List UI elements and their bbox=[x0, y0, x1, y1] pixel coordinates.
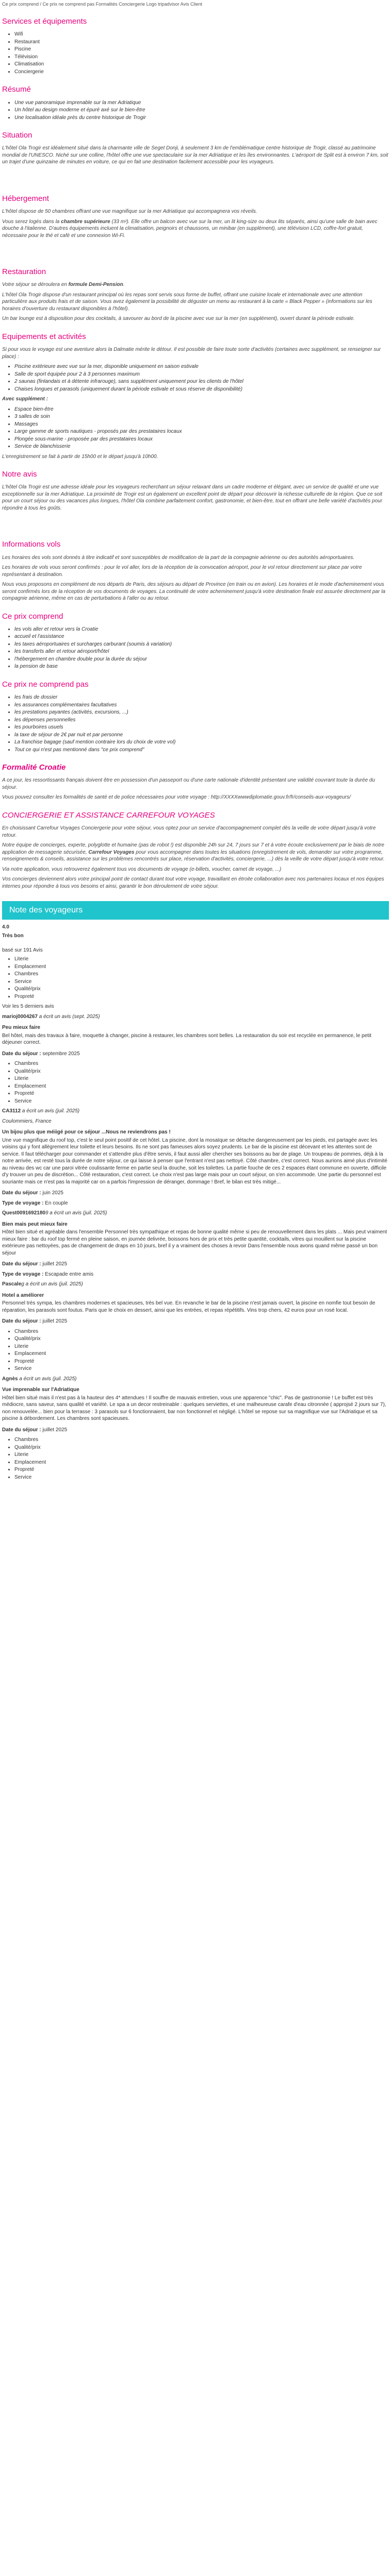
conciergerie-text-1: En choisissant Carrefour Voyages Conciergerie pour votre séjour, vous optez pour un service d'accompagnement complet dès la veille de votre départ jusqu'à votre retour. bbox=[2, 825, 376, 838]
text-span: Vous serez logés dans la bbox=[2, 218, 61, 225]
prix-comprend-section bbox=[2, 612, 389, 670]
review-author-line bbox=[2, 1281, 389, 1288]
resume-title: Résumé bbox=[2, 85, 31, 94]
infos-vols-text-3: Nous vous proposons en complément de nos départs de Paris, des séjours au départ de Province (en train ou en avion). Les horaires et le mode d'acheminement vous seront confirmés lors de la réception de vos documents de voyages. La continuité de votre acheminement jusqu'à votre destination finale est assurée directement par la compagnie aérienne, même en cas de perturbations à l'aller ou au retour. bbox=[2, 582, 385, 602]
review-type-label: Type de voyage : bbox=[2, 1200, 44, 1206]
list-item: • Propreté bbox=[14, 1466, 389, 1473]
infos-vols-title: Informations vols bbox=[2, 540, 61, 549]
list-item: • Wifi bbox=[14, 31, 389, 38]
list-item: • Literie bbox=[14, 1075, 389, 1082]
conciergerie-title: CONCIERGERIE ET ASSISTANCE CARREFOUR VOYAGES bbox=[2, 810, 215, 820]
supplement-title: Avec supplément : bbox=[2, 396, 48, 402]
review-date-value: septembre 2025 bbox=[41, 1050, 80, 1057]
review-type-value: Escapade entre amis bbox=[43, 1271, 94, 1277]
review-author: Quest0091692180 bbox=[2, 1210, 45, 1216]
restauration-text-2: L'hôtel Ola Trogir dispose d'un restaurant principal où les repas sont servis sous forme de buffet, offrant une cuisine locale et internationale avec une attention particulière aux produits frais et de saison. Vous avez également la possibilité de déguster un menu au restaurant à la carte « Black Pepper » (informations sur les horaires d'ouverture du restaurant disponibles à l'hôtel). bbox=[2, 292, 372, 312]
checkin-info: L'enregistrement se fait à partir de 15h00 et le départ jusqu'à 10h00. bbox=[2, 453, 158, 460]
list-item: • Service bbox=[14, 1365, 389, 1372]
review-date-label: Date du séjour : bbox=[2, 1050, 41, 1057]
list-item: • Service bbox=[14, 978, 389, 986]
list-item: • 3 salles de soin bbox=[14, 413, 389, 420]
review-date-label: Date du séjour : bbox=[2, 1318, 41, 1325]
list-item: • Tout ce qui n'est pas mentionné dans "ce prix comprend" bbox=[14, 747, 389, 754]
review bbox=[2, 1013, 389, 1105]
review-date bbox=[2, 1050, 389, 1058]
review-criteria-list bbox=[2, 1436, 389, 1481]
review-wrote: g a écrit un avis (juil. 2025) bbox=[21, 1281, 83, 1287]
list-item: • Qualité/prix bbox=[14, 1444, 389, 1451]
prix-ne-comprend-list bbox=[2, 694, 389, 753]
list-item: • Un hôtel au design moderne et épuré axé sur le bien-être bbox=[14, 107, 389, 114]
review-wrote: a écrit un avis (sept. 2025) bbox=[37, 1013, 100, 1020]
list-item: • La franchise bagage (sauf mention contraire lors du choix de votre vol) bbox=[14, 739, 389, 746]
list-item: • Propreté bbox=[14, 1090, 389, 1097]
activites-section bbox=[2, 332, 389, 460]
formalites-title: Formalité Croatie bbox=[2, 763, 66, 772]
conciergerie-text-4: Vos concierges deviennent alors votre principal point de contact durant tout votre voyage, travaillant en étroite collaboration avec nos partenaires locaux et nos équipes internes pour répondre à tous vos besoins et ainsi, garantir le bon déroulement de votre séjour. bbox=[2, 876, 384, 889]
list-item: • Propreté bbox=[14, 993, 389, 1001]
supplement-list bbox=[2, 406, 389, 450]
review-author-line bbox=[2, 1376, 389, 1383]
list-item: • Emplacement bbox=[14, 1459, 389, 1466]
list-item: • accueil et l'assistance bbox=[14, 633, 389, 640]
review-date-label: Date du séjour : bbox=[2, 1261, 41, 1267]
prix-comprend-list bbox=[2, 626, 389, 670]
list-item: • Service bbox=[14, 1098, 389, 1105]
review-date bbox=[2, 1261, 389, 1268]
review-date bbox=[2, 1190, 389, 1197]
activites-intro: Si pour vous le voyage est une aventure alors la Dalmatie mérite le détour. Il est possible de faire toute sorte d'activités (certaines avec supplément, se renseigner sur place) : bbox=[2, 347, 381, 360]
rating-label: Très bon bbox=[2, 933, 24, 939]
list-item: • Massages bbox=[14, 421, 389, 428]
review-text: Hôtel bien situé mais il n'est pas à la hauteur des 4* attendues ! Il souffre de mauvais entretien, vous une apparence "chic". Pas de gastronomie ! Le buffet est très médiocre, sans saveur, sans qualité et variété. Le spa a un decor restreinable : quelques serviettes, et une malheureuse carafe d'eau citronnée ( approjsé 2 jours sur 7), non renouvelée... bien pour la terrasse : 3 parasols sur 6 fonctionnaient, bar non fonctionnel et négligé. L'hôtel se repose sur sa magnifique vue sur l'Adriatique et sa piscine à débordement. Les chambres sont spacieuses. bbox=[2, 1395, 386, 1422]
review-type bbox=[2, 1271, 389, 1278]
list-item: • Chambres bbox=[14, 1060, 389, 1067]
list-item: • la pension de base bbox=[14, 663, 389, 670]
situation-title: Situation bbox=[2, 131, 32, 140]
review-date bbox=[2, 1318, 389, 1325]
services-title: Services et équipements bbox=[2, 17, 87, 26]
list-item: • les taxes aéroportuaires et surcharges carburant (soumis à variation) bbox=[14, 641, 389, 648]
situation-section bbox=[2, 130, 389, 166]
restauration-text-1 bbox=[2, 281, 389, 289]
review bbox=[2, 1108, 389, 1207]
conciergerie-section bbox=[2, 810, 389, 890]
prix-comprend-title: Ce prix comprend bbox=[2, 612, 63, 621]
review-author-line bbox=[2, 1013, 389, 1021]
review bbox=[2, 1376, 389, 1481]
list-item: • Télévision bbox=[14, 54, 389, 61]
list-item: • Climatisation bbox=[14, 61, 389, 68]
list-item: • Literie bbox=[14, 1451, 389, 1459]
review-criteria-list bbox=[2, 1328, 389, 1372]
text-span: pour vous accompagner dans toutes les situations (enregistrement de vols, demander sur votre programme, renseignements & conseils, assistance sur les problèmes rencontrés sur place, réservation d'activités, conciergerie, ...) dès la veille de votre départ jusqu'à votre retour. bbox=[2, 849, 385, 862]
review-date-value: juillet 2025 bbox=[41, 1261, 68, 1267]
rating-score: 4.0 bbox=[2, 924, 9, 930]
review-type-label: Type de voyage : bbox=[2, 1271, 44, 1277]
list-item: • les assurances complémentaires facultatives bbox=[14, 702, 389, 709]
list-item: • Qualité/prix bbox=[14, 1068, 389, 1075]
text-span: Votre séjour se déroulera en bbox=[2, 282, 69, 288]
list-item: • Service bbox=[14, 1474, 389, 1481]
review-author: CA3112 bbox=[2, 1108, 21, 1114]
review-date-label: Date du séjour : bbox=[2, 1190, 41, 1196]
review-author: marioj0004267 bbox=[2, 1013, 38, 1020]
list-item: • Piscine bbox=[14, 46, 389, 53]
list-item: • Espace bien-être bbox=[14, 406, 389, 413]
reviews-summary bbox=[2, 924, 389, 1010]
review-wrote: 9 a écrit un avis (juil. 2025) bbox=[45, 1210, 107, 1216]
list-item: • Chambres bbox=[14, 1436, 389, 1444]
list-item: • Chambres bbox=[14, 1328, 389, 1335]
list-item: • les dépenses personnelles bbox=[14, 717, 389, 724]
app-name: Carrefour Voyages bbox=[88, 849, 135, 855]
review-author-line bbox=[2, 1210, 389, 1217]
list-item: • Salle de sport équipée pour 2 à 3 personnes maximum bbox=[14, 371, 389, 378]
list-item: • 2 saunas (finlandais et à détente infrarouge), sans supplément uniquement pour les clients de l'hôtel bbox=[14, 378, 389, 385]
activites-list bbox=[2, 363, 389, 393]
hebergement-text-1: L'hôtel dispose de 50 chambres offrant une vue magnifique sur la mer Adriatique qui accompagnera vos réveils. bbox=[2, 209, 257, 215]
resume-section bbox=[2, 84, 389, 121]
review-location: Coulommiers, France bbox=[2, 1118, 52, 1124]
list-item: • les prestations payantes (activités, excursions, ...) bbox=[14, 709, 389, 716]
review-headline: Bien mais peut mieux faire bbox=[2, 1221, 68, 1227]
text-span: Notre équipe de concierges, experte, polyglotte et humaine (pas de robot !) est disponible 24h sur 24, 7 jours sur 7 et à votre écoute exclusivement par le biais de notre application de messagerie sécurisée, bbox=[2, 842, 384, 855]
review bbox=[2, 1281, 389, 1372]
list-item: • Plongée sous-marine - proposée par des prestataires locaux bbox=[14, 436, 389, 443]
conciergerie-text-2 bbox=[2, 842, 389, 863]
list-item: • Emplacement bbox=[14, 1083, 389, 1090]
list-item: • la taxe de séjour de 2€ par nuit et par personne bbox=[14, 732, 389, 739]
review-headline: Vue imprenable sur l'Adriatique bbox=[2, 1387, 79, 1393]
list-item: • les vols aller et retour vers la Croatie bbox=[14, 626, 389, 633]
meal-plan: formule Demi-Pension bbox=[68, 282, 123, 288]
list-item: • Chaises longues et parasols (uniquement durant la période estivale et sous réserve de disponibilité) bbox=[14, 386, 389, 393]
notre-avis-title: Notre avis bbox=[2, 470, 37, 479]
list-item: • Emplacement bbox=[14, 963, 389, 971]
review-author-line bbox=[2, 1108, 389, 1115]
review-date-value: juillet 2025 bbox=[41, 1318, 68, 1325]
review-date-value: juillet 2025 bbox=[41, 1427, 68, 1433]
infos-vols-section bbox=[2, 539, 389, 602]
list-item: • Une localisation idéale près du centre historique de Trogir bbox=[14, 114, 389, 122]
services-list bbox=[2, 31, 389, 75]
list-item: • Qualité/prix bbox=[14, 986, 389, 993]
list-item: • les pourboires usuels bbox=[14, 724, 389, 731]
hebergement-title: Hébergement bbox=[2, 194, 49, 203]
formalites-text-1: A ce jour, les ressortissants français doivent être en possession d'un passeport ou d'une carte nationale d'identité présentant une validité couvrant toute la durée du séjour. bbox=[2, 777, 376, 790]
formalites-text-2: Vous pouvez consulter les formalités de santé et de police nécessaires pour votre voyage : http://XXXXwwwdiplomatie.gouv.fr/fr/conseils-aux-voyageurs/ bbox=[2, 794, 351, 801]
review-type bbox=[2, 1200, 389, 1207]
list-item: • Service de blanchisserie bbox=[14, 443, 389, 450]
restauration-title: Restauration bbox=[2, 267, 46, 277]
review-text: Bel hôtel, mais des travaux à faire, moquette à changer, piscine à restaurer, les chambres sont belles. La restauration du soir est recyclée en permanence, le petit déjeuner correct. bbox=[2, 1032, 371, 1046]
review-criteria-list bbox=[2, 1060, 389, 1105]
rating-count: basé sur 191 Avis bbox=[2, 947, 43, 953]
review-text: Hôtel bien situé et agréable dans l'ensemble Personnel très sympathique et repas de bonne qualité même si peu de renouvellement dans les plats ... Mais peut vraiment mieux faire : bar du roof top fermé en pleine saison, en journée delivrée, boissons hors de prix et très petite quantité, cocktails, vitres qui mouillent sur la piscine extérieure pas nettoyées, pas de changement de draps en 10 jours, bref il y a vraiment des choses à revoir Dans l'ensemble nous avons quand même passé un bon séjour bbox=[2, 1229, 387, 1256]
list-item: • Literie bbox=[14, 1343, 389, 1350]
breadcrumb: Ce prix comprend / Ce prix ne comprend pas Formalités Conciergerie Logo tripadvisor Avis Client bbox=[2, 2, 203, 7]
list-item: • Propreté bbox=[14, 1358, 389, 1365]
prix-ne-comprend-section bbox=[2, 680, 389, 753]
rating-criteria-list bbox=[2, 956, 389, 1000]
list-item: • Une vue panoramique imprenable sur la mer Adriatique bbox=[14, 99, 389, 107]
services-section bbox=[2, 16, 389, 75]
situation-text: L'hôtel Ola Trogir est idéalement situé dans la charmante ville de Seget Donji, à seulement 3 km de l'emblématique centre historique de Trogir, classé au patrimoine mondial de l'UNESCO. Niché sur une colline, l'hôtel offre une vue spectaculaire sur la mer Adriatique et les îles environnantes. L'aéroport de Split est à environ 7 km, soit un trajet d'une quinzaine de minutes en voiture, ce qui en fait une destination facilement accessible pour les voyageurs. bbox=[2, 145, 388, 165]
review-date bbox=[2, 1427, 389, 1434]
review-wrote: a écrit un avis (juil. 2025) bbox=[21, 1108, 80, 1114]
review-headline: Peu mieux faire bbox=[2, 1025, 40, 1031]
hebergement-section bbox=[2, 194, 389, 239]
conciergerie-text-3: Via notre application, vous retrouverez également tous vos documents de voyage (e-billets, voucher, carnet de voyage, ...) bbox=[2, 866, 282, 872]
list-item: • Piscine extérieure avec vue sur la mer, disponible uniquement en saison estivale bbox=[14, 363, 389, 370]
list-item: • Large gamme de sports nautiques - proposés par des prestataires locaux bbox=[14, 428, 389, 435]
list-item: • les frais de dossier bbox=[14, 694, 389, 701]
prix-ne-comprend-title: Ce prix ne comprend pas bbox=[2, 680, 89, 689]
list-item: • Qualité/prix bbox=[14, 1335, 389, 1343]
review-type-value: En couple bbox=[43, 1200, 68, 1206]
restauration-section bbox=[2, 267, 389, 323]
last-reviews-link[interactable]: Voir les 5 derniers avis bbox=[2, 1004, 54, 1010]
formalites-section bbox=[2, 762, 389, 801]
room-type: chambre supérieure bbox=[61, 218, 110, 225]
review-author: Pascale bbox=[2, 1281, 22, 1287]
list-item: • Emplacement bbox=[14, 1350, 389, 1358]
text-span: . bbox=[123, 282, 125, 288]
text-span: (33 m²). Elle offre un balcon avec vue sur la mer, un lit king-size ou deux lits séparés, ainsi qu'une salle de bain avec douche à l'italienne. D'autres équipements incluent la climatisation, peignoirs et chaussons, un minibar (en supplément), une télévision LCD, coffre-fort gratuit, nécessaire pour le thé et café et une connexion Wi-Fi. bbox=[2, 218, 378, 239]
list-item: • Restaurant bbox=[14, 39, 389, 46]
reviews-banner: Note des voyageurs bbox=[2, 901, 389, 920]
review-headline: Un bijou plus que méiigé pour ce séjour ...Nous ne reviendrons pas ! bbox=[2, 1129, 171, 1136]
review-text: Personnel très sympa, les chambres modernes et spacieuses, très bel vue. En revanche le bar de la piscine n'est jamais ouvert, la piscine en nomfie tout besoin de réparation, les parasols sont foutus. Paris que le choix en dessert, ainsi que les entrées, et repas répétitifs. Vins trop chers, 42 euros pour un rosé local. bbox=[2, 1300, 376, 1313]
notre-avis-text: L'hôtel Ola Trogir est une adresse idéale pour les voyageurs recherchant un séjour relaxant dans un cadre moderne et élégant, avec un service de qualité et une vue exceptionnelle sur la mer Adriatique. La proximité de Trogir est un également un excellent point de départ pour découvrir la richesse culturelle de la région. Que ce soit pour un court séjour ou des vacances plus longues, l'hôtel Ola combine parfaitement confort, gastronomie, et bien-être, tout en offrant une belle variété d'activités pour répondre à tous les goûts. bbox=[2, 484, 383, 511]
review-headline: Hotel a améliorer bbox=[2, 1292, 44, 1298]
hebergement-text-2 bbox=[2, 218, 389, 240]
resume-list bbox=[2, 99, 389, 122]
notre-avis-section bbox=[2, 469, 389, 512]
list-item: • Chambres bbox=[14, 971, 389, 978]
review-author: Agnès bbox=[2, 1376, 18, 1382]
list-item: • l'hébergement en chambre double pour la durée du séjour bbox=[14, 656, 389, 663]
list-item: • Literie bbox=[14, 956, 389, 963]
review-date-value: juin 2025 bbox=[41, 1190, 63, 1196]
activites-title: Equipements et activités bbox=[2, 332, 86, 341]
review bbox=[2, 1210, 389, 1278]
infos-vols-text-1: Les horaires des vols sont donnés à titre indicatif et sont susceptibles de modification de la part de la compagnie aérienne ou des autorités aéroportuaires. bbox=[2, 554, 355, 561]
list-item: • les transferts aller et retour aéroport/hôtel bbox=[14, 648, 389, 655]
list-item: • Conciergerie bbox=[14, 69, 389, 76]
review-wrote: a écrit un avis (juil. 2025) bbox=[18, 1376, 77, 1382]
restauration-text-3: Un bar lounge est à disposition pour des cocktails, à savourer au bord de la piscine avec vue sur la mer (en supplément), ouvert durant la période estivale. bbox=[2, 316, 355, 322]
review-date-label: Date du séjour : bbox=[2, 1427, 41, 1433]
review-text: Une vue magnifique du roof top, c'est le seul point positif de cet hôtel. La piscine, dont la mosaïque se détache dangereusement par les pieds, est partagée avec les voisins qui y font allègrement leur toilette et leurs besoins. Ils ne sont pas fameuses alors soyez prudents. Le bar de la piscine est décevant et les attentes sont de service. Il faut télécharger pour commander et s'attendre plus d'être servis, il faut aussi aller chercher ses boissons au bar de plage. Un troupeau de pommes, déjà à la notre arrivée, est resté tous la durée de notre séjour, ce qui laisse à penser que l'entrant n'est pas nettoyé. Côté chambre, c'est correct. Nous aurions aimé plus d'intimité au niveau des wc car une paroi vitrée coulissante ferme en partie seul la douche, soit les toilettes. La partie fouche de ces 2 espaces étant commune en ouverte, difficile d'y trouver un peu de discrétion... Côté restauration, c'est correct. Le choix n'est pas large mais pour un court séjour, on s'en accommode. Une partie du personnel est souriante mais ce n'est pas la majorité car on a parfois l'impression de déranger, dommage ! Bref, le bilan est très mitigé... bbox=[2, 1137, 387, 1185]
infos-vols-text-2: Les horaires de vols vous seront confirmés : pour le vol aller, lors de la réception de la convocation aéroport, pour le vol retour directement sur place par votre représentant à destination. bbox=[2, 565, 362, 578]
